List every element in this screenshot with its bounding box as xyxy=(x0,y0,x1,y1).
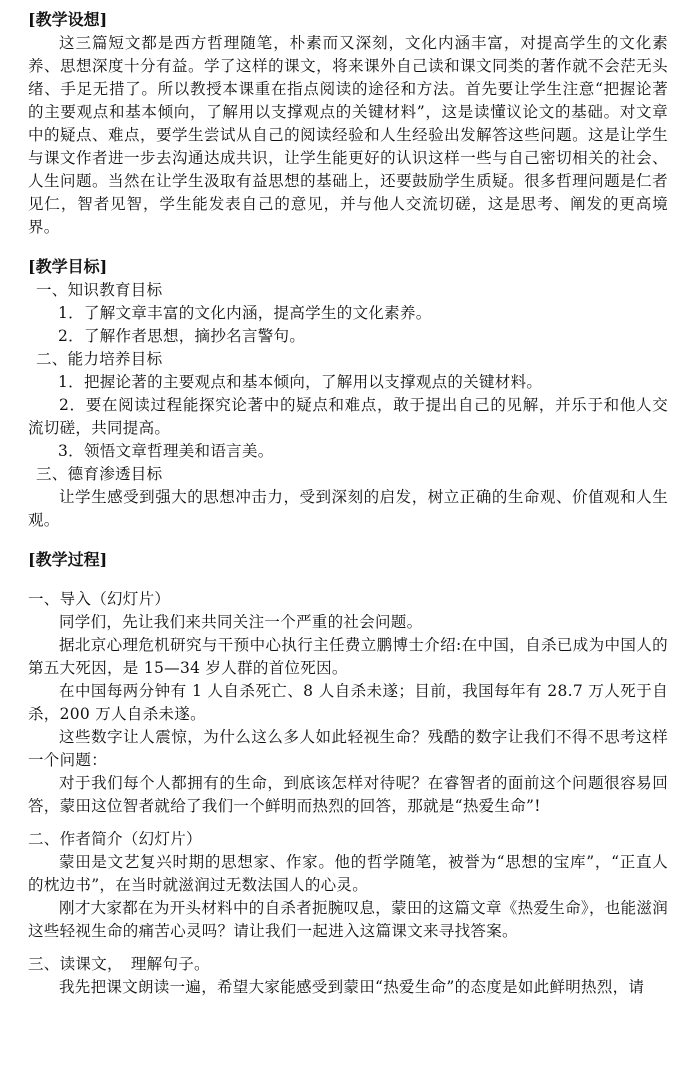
author-title: 二、作者简介（幻灯片） xyxy=(28,830,202,848)
goal-knowledge-title: 一、知识教育目标 xyxy=(36,281,163,299)
intro-title: 一、导入（幻灯片） xyxy=(28,590,171,608)
author-paragraph-2: 刚才大家都在为开头材料中的自杀者扼腕叹息，蒙田的这篇文章《热爱生命》，也能滋润这些轻视生命的痛苦心灵吗？请让我们一起进入这篇课文来寻找答案。 xyxy=(28,899,668,940)
goal-knowledge-item-2: 2．了解作者思想，摘抄名言警句。 xyxy=(58,327,306,345)
intro-paragraph-1: 同学们，先让我们来共同关注一个严重的社会问题。 xyxy=(59,613,423,631)
design-body: 这三篇短文都是西方哲理随笔，朴素而又深刻，文化内涵丰富，对提高学生的文化素养、思想深度十分有益。学了这样的课文，将来课外自己读和课文同类的著作就不会茫无头绪、手足无措了。所以教授本课重在指点阅读的途径和方法。首先要让学生注意“把握论著的主要观点和基本倾向，了解用以支撑观点的关键材料”，这是读懂议论文的基础。对文章中的疑点、难点，要学生尝试从自己的阅读经验和人生经验出发解答这些问题。这是让学生与课文作者进一步去沟通达成共识，让学生能更好的认识这样一些与自己密切相关的社会、人生问题。当然在让学生汲取有益思想的基础上，还要鼓励学生质疑。很多哲理问题是仁者见仁，智者见智，学生能发表自己的意见，并与他人交流切磋，这是思考、阐发的更高境界。 xyxy=(28,34,668,236)
goals-heading: [教学目标] xyxy=(28,257,108,276)
goal-knowledge-item-1: 1．了解文章丰富的文化内涵，提高学生的文化素养。 xyxy=(58,304,432,322)
intro-paragraph-2: 据北京心理危机研究与干预中心执行主任费立鹏博士介绍:在中国，自杀已成为中国人的第五大死因，是 15—34 岁人群的首位死因。 xyxy=(28,636,668,677)
goal-ability-title: 二、能力培养目标 xyxy=(36,350,163,368)
goals-section xyxy=(28,255,668,532)
goal-ability-item-3: 3．领悟文章哲理美和语言美。 xyxy=(58,442,274,460)
design-section xyxy=(28,8,668,239)
goal-ability-item-2: 2．要在阅读过程能探究论著中的疑点和难点，敢于提出自己的见解，并乐于和他人交流切磋，共同提高。 xyxy=(28,396,668,437)
read-title: 三、读课文， 理解句子。 xyxy=(28,955,210,973)
author-paragraph-1: 蒙田是文艺复兴时期的思想家、作家。他的哲学随笔，被誉为“思想的宝库”，“正直人的枕边书”，在当时就滋润过无数法国人的心灵。 xyxy=(28,853,668,894)
intro-paragraph-4: 这些数字让人震惊，为什么这么多人如此轻视生命？残酷的数字让我们不得不思考这样一个问题： xyxy=(28,728,668,769)
goal-moral-title: 三、德育渗透目标 xyxy=(36,465,163,483)
goal-ability-item-1: 1．把握论著的主要观点和基本倾向，了解用以支撑观点的关键材料。 xyxy=(58,373,543,391)
goal-moral-body: 让学生感受到强大的思想冲击力，受到深刻的启发，树立正确的生命观、价值观和人生观。 xyxy=(28,488,668,529)
document-page xyxy=(28,8,668,999)
design-heading: [教学设想] xyxy=(28,10,108,29)
process-heading: [教学过程] xyxy=(28,550,108,569)
intro-paragraph-3: 在中国每两分钟有 1 人自杀死亡、8 人自杀未遂；目前，我国每年有 28.7 万人死于自杀，200 万人自杀未遂。 xyxy=(28,682,668,723)
read-paragraph-1: 我先把课文朗读一遍，希望大家能感受到蒙田“热爱生命”的态度是如此鲜明热烈，请 xyxy=(59,978,645,996)
intro-paragraph-5: 对于我们每个人都拥有的生命，到底该怎样对待呢？在睿智者的面前这个问题很容易回答，蒙田这位智者就给了我们一个鲜明而热烈的回答，那就是“热爱生命”! xyxy=(28,774,668,815)
process-section xyxy=(28,548,668,999)
